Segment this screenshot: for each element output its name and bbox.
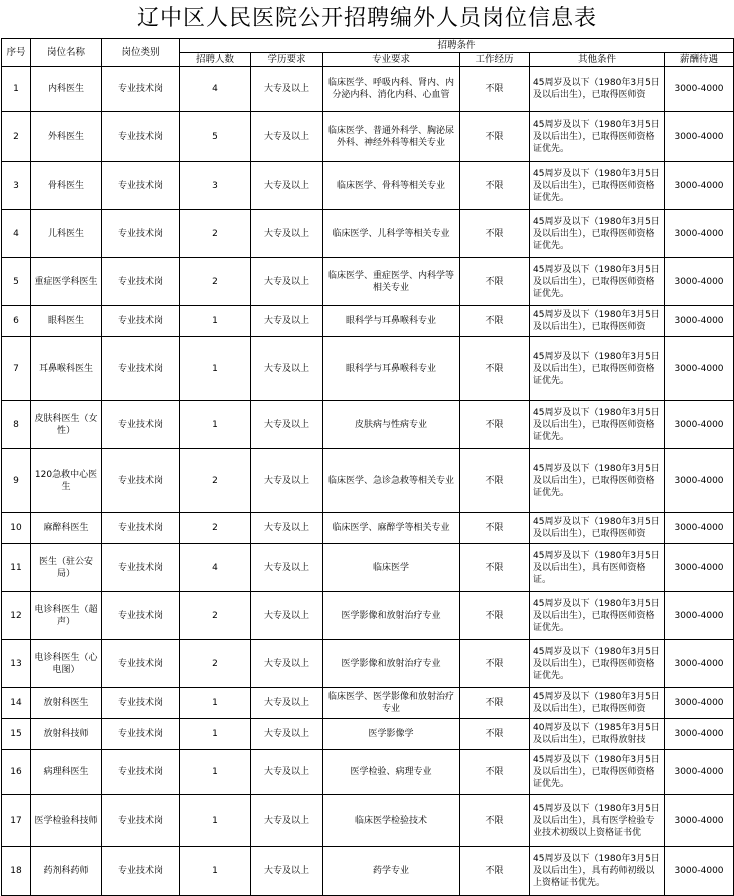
cell-education: 大专及以上 — [251, 795, 323, 847]
cell-position: 儿科医生 — [31, 210, 102, 258]
cell-seq: 10 — [2, 513, 31, 544]
cell-category: 专业技术岗 — [102, 719, 180, 750]
cell-count: 2 — [180, 449, 251, 513]
cell-count: 1 — [180, 337, 251, 401]
cell-major: 药学专业 — [323, 847, 460, 896]
cell-count: 1 — [180, 401, 251, 449]
cell-position: 120急救中心医生 — [31, 449, 102, 513]
cell-other: 45周岁及以下（1980年3月5日及以后出生），具有医师资格证。 — [530, 544, 665, 592]
cell-category: 专业技术岗 — [102, 67, 180, 112]
cell-seq: 12 — [2, 592, 31, 640]
cell-seq: 8 — [2, 401, 31, 449]
header-salary: 薪酬待遇 — [665, 53, 734, 67]
cell-salary: 3000-4000 — [665, 112, 734, 162]
cell-seq: 11 — [2, 544, 31, 592]
cell-salary: 3000-4000 — [665, 847, 734, 896]
cell-seq: 14 — [2, 688, 31, 719]
cell-other: 40周岁及以下（1985年3月5日及以后出生），已取得放射技 — [530, 719, 665, 750]
cell-seq: 4 — [2, 210, 31, 258]
cell-salary: 3000-4000 — [665, 162, 734, 210]
cell-major: 临床医学检验技术 — [323, 795, 460, 847]
cell-count: 2 — [180, 592, 251, 640]
cell-seq: 18 — [2, 847, 31, 896]
table-row — [2, 847, 734, 896]
cell-seq: 2 — [2, 112, 31, 162]
cell-education: 大专及以上 — [251, 750, 323, 795]
cell-position: 麻醉科医生 — [31, 513, 102, 544]
cell-major: 临床医学、呼吸内科、肾内、内分泌内科、消化内科、心血管 — [323, 67, 460, 112]
cell-experience: 不限 — [460, 750, 530, 795]
cell-count: 2 — [180, 258, 251, 306]
cell-salary: 3000-4000 — [665, 688, 734, 719]
cell-salary: 3000-4000 — [665, 210, 734, 258]
header-education: 学历要求 — [251, 53, 323, 67]
cell-education: 大专及以上 — [251, 592, 323, 640]
cell-seq: 3 — [2, 162, 31, 210]
cell-major: 临床医学、重症医学、内科学等相关专业 — [323, 258, 460, 306]
cell-seq: 16 — [2, 750, 31, 795]
cell-experience: 不限 — [460, 513, 530, 544]
table-row — [2, 719, 734, 750]
cell-other: 45周岁及以下（1980年3月5日及以后出生），已取得医师资格证优先。 — [530, 258, 665, 306]
cell-experience: 不限 — [460, 847, 530, 896]
cell-category: 专业技术岗 — [102, 795, 180, 847]
cell-category: 专业技术岗 — [102, 513, 180, 544]
header-major: 专业要求 — [323, 53, 460, 67]
cell-other: 45周岁及以下（1980年3月5日及以后出生），已取得医师资格证优先。 — [530, 592, 665, 640]
cell-experience: 不限 — [460, 449, 530, 513]
cell-salary: 3000-4000 — [665, 513, 734, 544]
cell-experience: 不限 — [460, 67, 530, 112]
cell-category: 专业技术岗 — [102, 210, 180, 258]
table-row — [2, 112, 734, 162]
cell-major: 临床医学、麻醉学等相关专业 — [323, 513, 460, 544]
cell-count: 4 — [180, 544, 251, 592]
cell-salary: 3000-4000 — [665, 306, 734, 337]
cell-education: 大专及以上 — [251, 67, 323, 112]
table-row — [2, 401, 734, 449]
cell-education: 大专及以上 — [251, 210, 323, 258]
table-row — [2, 592, 734, 640]
table-row — [2, 513, 734, 544]
cell-other: 45周岁及以下（1980年3月5日及以后出生），已取得医师资格证优先。 — [530, 750, 665, 795]
cell-category: 专业技术岗 — [102, 592, 180, 640]
cell-major: 医学检验、病理专业 — [323, 750, 460, 795]
cell-education: 大专及以上 — [251, 306, 323, 337]
cell-salary: 3000-4000 — [665, 401, 734, 449]
cell-other: 45周岁及以下（1980年3月5日及以后出生），具有医学检验专业技术初级以上资格证书优 — [530, 795, 665, 847]
cell-salary: 3000-4000 — [665, 750, 734, 795]
cell-other: 45周岁及以下（1980年3月5日及以后出生），已取得医师资 — [530, 67, 665, 112]
header-conditions: 招聘条件 — [180, 39, 734, 53]
table-row — [2, 210, 734, 258]
table-row — [2, 162, 734, 210]
cell-position: 电诊科医生（超声） — [31, 592, 102, 640]
cell-seq: 7 — [2, 337, 31, 401]
cell-experience: 不限 — [460, 640, 530, 688]
cell-education: 大专及以上 — [251, 337, 323, 401]
cell-category: 专业技术岗 — [102, 688, 180, 719]
cell-count: 1 — [180, 750, 251, 795]
cell-position: 医生（驻公安局） — [31, 544, 102, 592]
cell-count: 2 — [180, 513, 251, 544]
cell-position: 放射科医生 — [31, 688, 102, 719]
cell-salary: 3000-4000 — [665, 795, 734, 847]
cell-position: 内科医生 — [31, 67, 102, 112]
cell-position: 眼科医生 — [31, 306, 102, 337]
cell-salary: 3000-4000 — [665, 719, 734, 750]
cell-education: 大专及以上 — [251, 112, 323, 162]
cell-salary: 3000-4000 — [665, 449, 734, 513]
cell-other: 45周岁及以下（1980年3月5日及以后出生），已取得医师资格证优先。 — [530, 449, 665, 513]
table-row — [2, 640, 734, 688]
cell-experience: 不限 — [460, 401, 530, 449]
table-row — [2, 750, 734, 795]
cell-other: 45周岁及以下（1980年3月5日及以后出生），已取得医师资 — [530, 513, 665, 544]
cell-major: 医学影像和放射治疗专业 — [323, 640, 460, 688]
cell-seq: 15 — [2, 719, 31, 750]
header-count: 招聘人数 — [180, 53, 251, 67]
cell-major: 临床医学、儿科学等相关专业 — [323, 210, 460, 258]
cell-count: 1 — [180, 306, 251, 337]
cell-position: 耳鼻喉科医生 — [31, 337, 102, 401]
cell-category: 专业技术岗 — [102, 258, 180, 306]
table-row — [2, 67, 734, 112]
cell-experience: 不限 — [460, 544, 530, 592]
cell-education: 大专及以上 — [251, 162, 323, 210]
cell-experience: 不限 — [460, 795, 530, 847]
cell-other: 45周岁及以下（1980年3月5日及以后出生），已取得医师资格证优先。 — [530, 337, 665, 401]
cell-experience: 不限 — [460, 688, 530, 719]
cell-major: 眼科学与耳鼻喉科专业 — [323, 337, 460, 401]
cell-count: 3 — [180, 162, 251, 210]
cell-other: 45周岁及以下（1980年3月5日及以后出生），已取得医师资格证优先。 — [530, 640, 665, 688]
cell-salary: 3000-4000 — [665, 544, 734, 592]
cell-education: 大专及以上 — [251, 719, 323, 750]
table-body — [2, 67, 734, 896]
cell-category: 专业技术岗 — [102, 847, 180, 896]
cell-salary: 3000-4000 — [665, 337, 734, 401]
cell-experience: 不限 — [460, 210, 530, 258]
table-row — [2, 258, 734, 306]
cell-category: 专业技术岗 — [102, 750, 180, 795]
cell-other: 45周岁及以下（1980年3月5日及以后出生），已取得医师资 — [530, 688, 665, 719]
cell-category: 专业技术岗 — [102, 337, 180, 401]
cell-major: 临床医学、骨科等相关专业 — [323, 162, 460, 210]
cell-count: 2 — [180, 640, 251, 688]
table-row — [2, 688, 734, 719]
cell-position: 电诊科医生（心电图） — [31, 640, 102, 688]
cell-major: 临床医学、普通外科学、胸泌尿外科、神经外科等相关专业 — [323, 112, 460, 162]
cell-seq: 1 — [2, 67, 31, 112]
cell-position: 皮肤科医生（女性） — [31, 401, 102, 449]
cell-salary: 3000-4000 — [665, 592, 734, 640]
cell-other: 45周岁及以下（1980年3月5日及以后出生），已取得医师资格证优先。 — [530, 162, 665, 210]
cell-position: 骨科医生 — [31, 162, 102, 210]
cell-education: 大专及以上 — [251, 513, 323, 544]
cell-other: 45周岁及以下（1980年3月5日及以后出生），已取得医师资格证优先。 — [530, 112, 665, 162]
cell-major: 皮肤病与性病专业 — [323, 401, 460, 449]
cell-major: 临床医学、急诊急救等相关专业 — [323, 449, 460, 513]
cell-position: 医学检验科技师 — [31, 795, 102, 847]
cell-count: 5 — [180, 112, 251, 162]
cell-seq: 13 — [2, 640, 31, 688]
cell-count: 1 — [180, 795, 251, 847]
cell-education: 大专及以上 — [251, 449, 323, 513]
cell-experience: 不限 — [460, 112, 530, 162]
header-category: 岗位类别 — [102, 39, 180, 67]
table-row — [2, 795, 734, 847]
cell-education: 大专及以上 — [251, 544, 323, 592]
cell-position: 药剂科药师 — [31, 847, 102, 896]
cell-seq: 9 — [2, 449, 31, 513]
cell-major: 医学影像和放射治疗专业 — [323, 592, 460, 640]
positions-table — [1, 38, 734, 896]
cell-experience: 不限 — [460, 592, 530, 640]
table-row — [2, 306, 734, 337]
cell-experience: 不限 — [460, 337, 530, 401]
cell-other: 45周岁及以下（1980年3月5日及以后出生），已取得医师资格证优先。 — [530, 210, 665, 258]
cell-other: 45周岁及以下（1980年3月5日及以后出生），已取得医师资格证优先。 — [530, 401, 665, 449]
cell-position: 放射科技师 — [31, 719, 102, 750]
cell-major: 临床医学 — [323, 544, 460, 592]
header-other: 其他条件 — [530, 53, 665, 67]
cell-category: 专业技术岗 — [102, 401, 180, 449]
cell-experience: 不限 — [460, 719, 530, 750]
cell-major: 眼科学与耳鼻喉科专业 — [323, 306, 460, 337]
table-row — [2, 449, 734, 513]
cell-count: 1 — [180, 719, 251, 750]
cell-count: 4 — [180, 67, 251, 112]
cell-major: 临床医学、医学影像和放射治疗专业 — [323, 688, 460, 719]
cell-category: 专业技术岗 — [102, 162, 180, 210]
cell-education: 大专及以上 — [251, 401, 323, 449]
cell-other: 45周岁及以下（1980年3月5日及以后出生），具有药师初级以上资格证书优先。 — [530, 847, 665, 896]
table-row — [2, 337, 734, 401]
header-seq: 序号 — [2, 39, 31, 67]
cell-position: 外科医生 — [31, 112, 102, 162]
table-row — [2, 544, 734, 592]
cell-salary: 3000-4000 — [665, 258, 734, 306]
cell-salary: 3000-4000 — [665, 67, 734, 112]
cell-seq: 6 — [2, 306, 31, 337]
cell-other: 45周岁及以下（1980年3月5日及以后出生），已取得医师资 — [530, 306, 665, 337]
cell-experience: 不限 — [460, 258, 530, 306]
cell-category: 专业技术岗 — [102, 112, 180, 162]
cell-category: 专业技术岗 — [102, 449, 180, 513]
cell-major: 医学影像学 — [323, 719, 460, 750]
page-title: 辽中区人民医院公开招聘编外人员岗位信息表 — [136, 6, 597, 31]
cell-category: 专业技术岗 — [102, 640, 180, 688]
cell-seq: 17 — [2, 795, 31, 847]
cell-count: 1 — [180, 688, 251, 719]
cell-education: 大专及以上 — [251, 258, 323, 306]
cell-education: 大专及以上 — [251, 640, 323, 688]
cell-salary: 3000-4000 — [665, 640, 734, 688]
header-experience: 工作经历 — [460, 53, 530, 67]
cell-seq: 5 — [2, 258, 31, 306]
cell-count: 1 — [180, 847, 251, 896]
cell-position: 重症医学科医生 — [31, 258, 102, 306]
cell-category: 专业技术岗 — [102, 544, 180, 592]
cell-experience: 不限 — [460, 306, 530, 337]
cell-education: 大专及以上 — [251, 847, 323, 896]
cell-experience: 不限 — [460, 162, 530, 210]
cell-count: 2 — [180, 210, 251, 258]
header-position: 岗位名称 — [31, 39, 102, 67]
cell-category: 专业技术岗 — [102, 306, 180, 337]
cell-position: 病理科医生 — [31, 750, 102, 795]
cell-education: 大专及以上 — [251, 688, 323, 719]
